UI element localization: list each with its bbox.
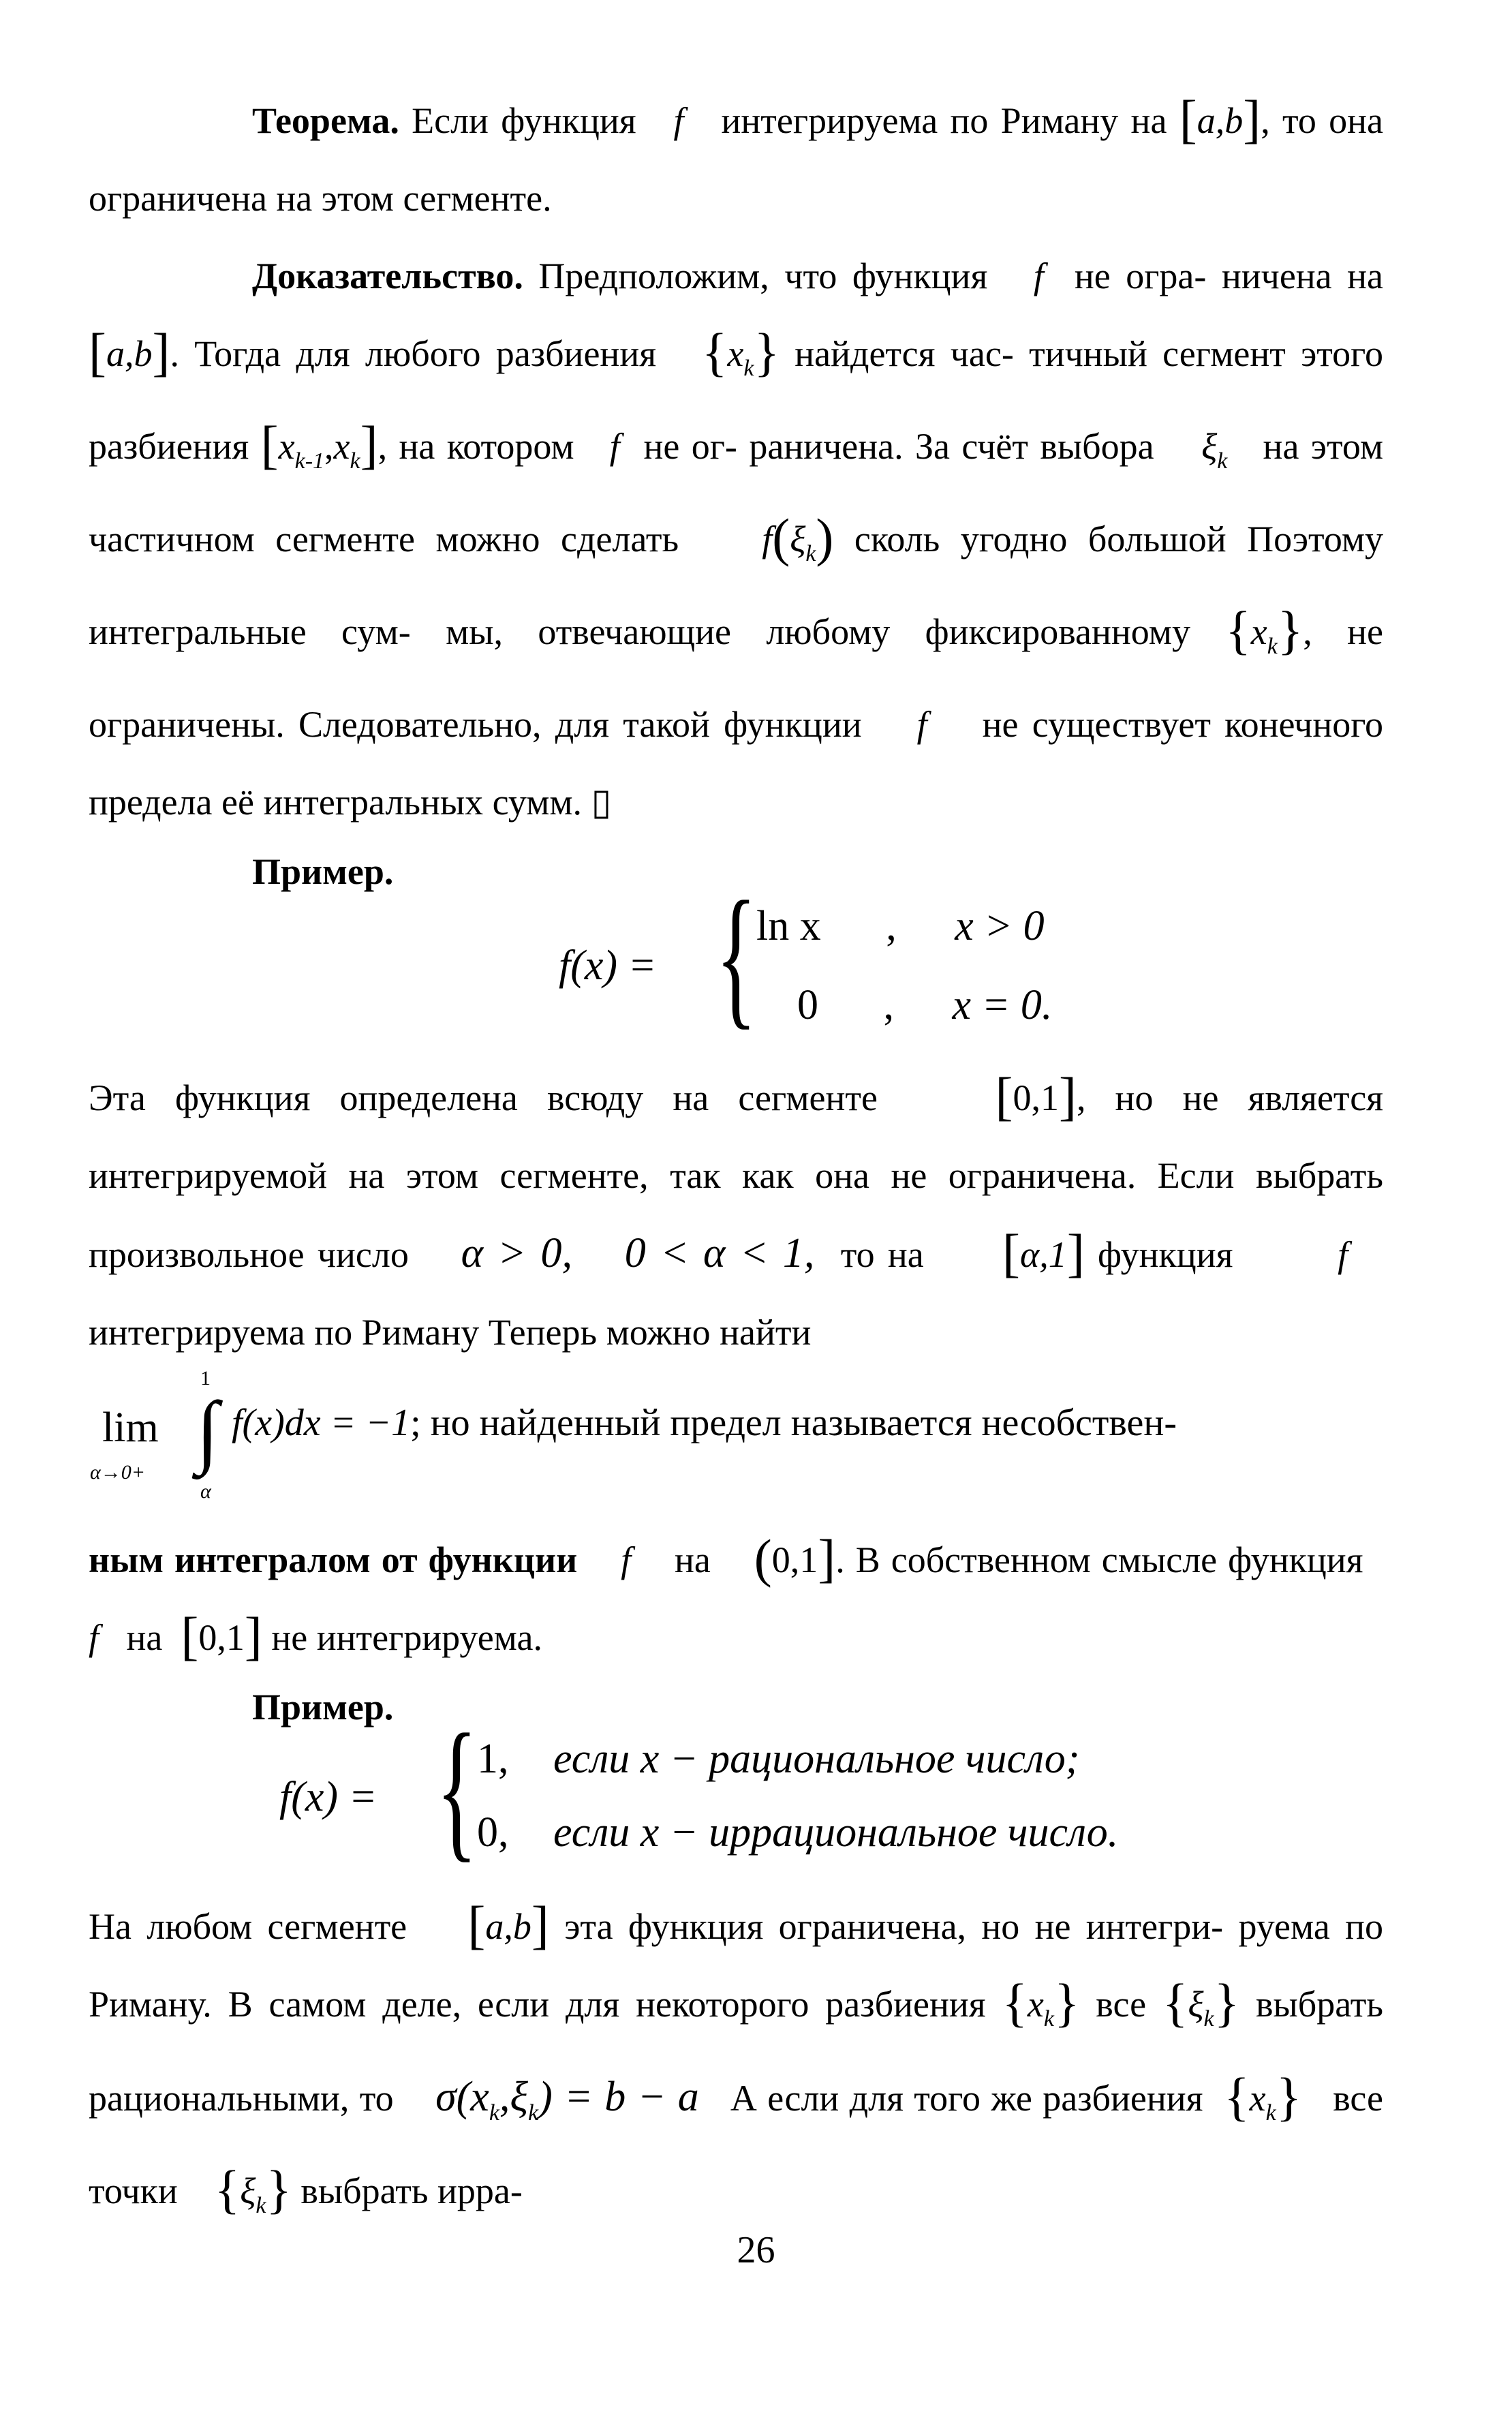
proof-text: на этом частичном сегменте можно <box>89 426 1384 559</box>
left-brace: { <box>715 869 757 1043</box>
math-f: f <box>673 100 684 141</box>
brace: } <box>754 322 780 382</box>
text: , но не является <box>1076 1077 1383 1118</box>
proof-text: предела её интегральных сумм. <box>89 782 583 823</box>
proof-text: Следовательно, для такой функции <box>298 704 862 745</box>
bracket: ] <box>360 415 378 474</box>
bracket: [ <box>260 415 279 474</box>
theorem-text: интегрируема по Риману на <box>721 100 1167 141</box>
text: На любом сегменте <box>89 1906 407 1947</box>
math-xi: ξ <box>1188 1984 1204 2025</box>
math-f: f <box>916 704 927 745</box>
math-xi: ξ <box>240 2170 256 2211</box>
proof-text: найдется час- <box>794 333 1014 374</box>
proof-text: мы, отвечающие любому фиксированному <box>446 611 1190 652</box>
brace: { <box>1162 1973 1188 2032</box>
bracket: [ <box>995 1066 1013 1126</box>
example2-label: Пример. <box>252 1687 394 1727</box>
theorem-text: Если функция <box>412 100 636 141</box>
text: на <box>126 1617 163 1658</box>
bracket: [ <box>181 1606 199 1665</box>
math-cond: 0 < α < 1, <box>624 1230 815 1276</box>
case-value: 0, <box>477 1809 509 1856</box>
case-row-2 <box>797 981 1052 1030</box>
case-cond: x > 0 <box>955 903 1045 949</box>
math-f: f <box>609 426 620 467</box>
math-xi: ξ <box>790 519 806 559</box>
subscript: k <box>743 356 754 381</box>
brace: } <box>266 2160 292 2219</box>
case-text: если x − иррациональное число. <box>553 1809 1119 1856</box>
math-x: x <box>1250 611 1267 652</box>
paren: ( <box>754 1529 772 1588</box>
case-sep: , <box>886 903 897 949</box>
text: интегрируема по Риману Теперь можно найти <box>89 1312 812 1353</box>
integral-sign: ∫ <box>196 1385 219 1475</box>
subscript: k <box>1043 2006 1054 2031</box>
example1-paragraph-2 <box>89 1521 1383 1676</box>
case-expr: 0 <box>797 982 818 1028</box>
text: все <box>1096 1984 1147 2025</box>
text: выбрать ирра- <box>300 2170 523 2211</box>
subscript: k <box>256 2193 266 2218</box>
math-xi: ξ <box>1201 426 1218 467</box>
text: выбрать произвольное число <box>89 1155 1383 1275</box>
theorem-label: Теорема. <box>252 100 399 141</box>
math-x: x <box>278 426 295 467</box>
math-xi: ξ <box>510 2074 528 2120</box>
math-x: x <box>333 426 350 467</box>
proof-text: , на котором <box>377 426 574 467</box>
bracket: ] <box>531 1895 549 1954</box>
subscript: k <box>489 2100 499 2125</box>
subscript: k <box>1267 634 1278 659</box>
integral-upper: 1 <box>200 1367 211 1389</box>
bracket: ] <box>152 322 170 382</box>
text: ; но найденный предел называется несобствен- <box>410 1402 1177 1444</box>
math-interval: 0,1 <box>1013 1077 1059 1118</box>
page-number: 26 <box>737 2229 775 2271</box>
proof-text: Предположим, что функция <box>538 256 988 296</box>
subscript: k <box>1203 2006 1214 2031</box>
qed-symbol: ▯ <box>591 782 612 823</box>
case-value: 1, <box>477 1736 509 1782</box>
bracket: [ <box>467 1895 486 1954</box>
math-interval: 0,1 <box>771 1539 818 1580</box>
math-interval: 0,1 <box>198 1617 245 1658</box>
proof-paragraph: Доказательство. Предположим, что функция f не огра- ничена на [a,b]. Тогда для любого разбиения $\{x_k\}$ найдется час- тичный сегмент этого разбиения $[x_{k-1},x_k]$, на котором f не ог- раничена. За счёт выбора $\xi_k$ на этом частичном сегменте можно сделать $f(\xi_k)$ сколь угодно большой Поэтому интегральные сум- мы, отвечающие любому фиксированному $\{x_k\}$, не ограничены. Следовательно, для такой функции f не существует конечного предела её интегральных сумм. ▯ <box>89 256 1384 823</box>
brace: { <box>1224 2067 1250 2126</box>
text: на <box>675 1539 711 1580</box>
proof-text: тичный сегмент этого разбиения <box>89 333 1383 467</box>
formula-lhs: f(x) = <box>279 1774 377 1820</box>
math-interval: a,b <box>1197 100 1244 141</box>
bracket: ] <box>1058 1066 1077 1126</box>
integral-lower: α <box>200 1480 211 1503</box>
subscript: k <box>1217 448 1228 474</box>
example1-label: Пример. <box>252 851 394 892</box>
math-f: f <box>1338 1234 1348 1275</box>
brace: { <box>701 322 728 382</box>
math-cond: α > 0, <box>461 1230 572 1276</box>
case-sep: , <box>883 982 894 1028</box>
proof-text: сделать <box>561 519 679 559</box>
bracket: ] <box>1066 1223 1085 1283</box>
left-brace: { <box>436 1702 478 1875</box>
brace: { <box>1002 1973 1028 2032</box>
proof-text: не ог- <box>643 426 737 467</box>
subscript: k <box>350 448 360 474</box>
brace: } <box>1053 1973 1080 2032</box>
brace: } <box>1214 1973 1240 2032</box>
math-interval: a,b <box>106 333 153 374</box>
text: функция <box>1098 1234 1233 1275</box>
proof-text: не существует конечного <box>982 704 1384 745</box>
text: интегрируемой на этом сегменте, так как она не ограничена. Если <box>89 1155 1235 1196</box>
case-row-1 <box>756 902 1045 951</box>
bracket: [ <box>1002 1223 1020 1283</box>
text: . В собственном смысле <box>835 1539 1218 1580</box>
limit-body <box>232 1401 1177 1445</box>
limit-line <box>89 1367 1383 1521</box>
proof-text: не огра- <box>1074 256 1207 296</box>
subscript: k <box>805 541 816 566</box>
math-sigma-rhs: ) = b − a <box>538 2074 699 2120</box>
math-f: f <box>1033 256 1044 296</box>
math-interval: a,b <box>485 1906 531 1947</box>
bracket: ] <box>244 1606 262 1665</box>
math-x: x <box>1027 1984 1044 2025</box>
math-f: f <box>762 519 773 559</box>
lim-operator: lim <box>102 1404 159 1451</box>
page-body <box>89 82 1383 2245</box>
text: выбрать рациональными, то <box>89 1984 1384 2119</box>
example2-paragraph: На любом сегменте [a,b] эта функция ограничена, но не интегри- руема по Риману. В самом деле, если для некоторого разбиения $\{x_k\}$ все $\{\xi_k\}$ выбрать рациональными, то $\sigma(x_k,\xi_k) = b - a$ А если для того же разбиения $\{x_k\}$ все точки $\{\xi_k\}$ выбрать ирра- <box>89 1895 1384 2219</box>
subscript: k <box>1265 2100 1276 2125</box>
math-f: f <box>89 1617 99 1658</box>
theorem-paragraph <box>89 82 1383 237</box>
proof-text: ничена на <box>1221 256 1384 296</box>
math-interval: α,1 <box>1019 1234 1067 1275</box>
case-cond: x = 0. <box>952 982 1053 1028</box>
brace: } <box>1277 600 1303 660</box>
paren: ( <box>772 508 790 567</box>
lim-subscript: α→0+ <box>90 1461 145 1484</box>
proof-text: раничена. За счёт выбора <box>749 426 1154 467</box>
subscript: k-1 <box>294 448 325 474</box>
case-expr: ln x <box>756 903 821 949</box>
bracket: [ <box>1179 89 1197 149</box>
case-text: если x − рациональное число; <box>553 1736 1080 1782</box>
text: функция <box>1228 1539 1363 1580</box>
text: то на <box>840 1234 924 1275</box>
text: эта функция ограничена, но не интегри- <box>564 1906 1224 1947</box>
proof-text: , не ограничены. <box>89 611 1384 745</box>
integral-expr: f(x)dx = −1 <box>232 1402 411 1444</box>
subscript: k <box>527 2100 539 2125</box>
text: все точки <box>89 2078 1384 2211</box>
proof-text: сколь угодно большой Поэтому интегральные сум- <box>89 519 1384 652</box>
text: если для того же разбиения <box>767 2078 1203 2119</box>
case-row-2 <box>477 1809 1118 1857</box>
text: Эта функция определена всюду на сегменте <box>89 1077 878 1118</box>
math-x: x <box>1249 2078 1266 2119</box>
case-row-1 <box>477 1735 1079 1783</box>
text: руема по Риману. В самом деле, если для некоторого разбиения <box>89 1906 1384 2025</box>
brace: { <box>1225 600 1251 660</box>
text: не интегрируема. <box>271 1617 542 1658</box>
brace: } <box>1276 2067 1302 2126</box>
math-x: x <box>727 333 744 374</box>
text: ным интегралом от функции <box>89 1539 578 1580</box>
bracket: ] <box>1243 89 1261 149</box>
bracket: [ <box>89 322 106 382</box>
theorem-text: , то она ограничена на этом сегменте. <box>89 100 1384 219</box>
bracket: ] <box>818 1529 836 1588</box>
formula-lhs: f(x) = <box>559 942 657 989</box>
math-f: f <box>621 1539 632 1580</box>
proof-text: . Тогда для любого разбиения <box>170 333 657 374</box>
proof-label: Доказательство. <box>252 256 523 296</box>
math-sigma: σ(x <box>435 2074 489 2120</box>
text: А <box>730 2078 757 2119</box>
brace: { <box>214 2160 241 2219</box>
example1-paragraph <box>89 1059 1383 1371</box>
